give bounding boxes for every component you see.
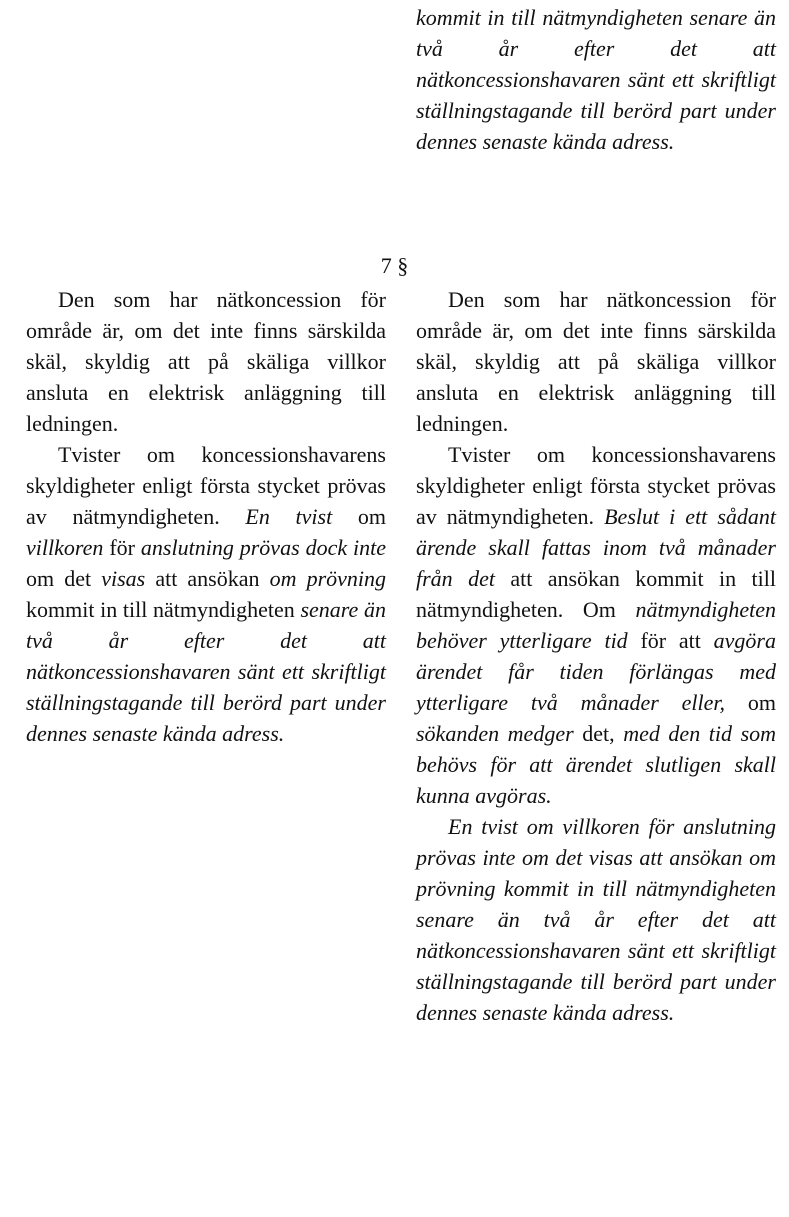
right-paragraph-2: Tvister om koncessionshavarens skyldigheter enligt första stycket prövas av nätmyndigheten. Beslut i ett sådant ärende skall fattas inom två månader från det att ansökan kommit in till nätmyndigheten. Om nätmyndigheten behöver ytterligare tid för att avgöra ärendet får tiden förlängas med ytterligare två månader eller, om sökanden medger det, med den tid som behövs för att ärendet slutligen skall kunna avgöras. — [416, 442, 777, 808]
continued-paragraph — [416, 2, 776, 157]
left-paragraph-2: Tvister om koncessionshavarens skyldigheter enligt första stycket prövas av nätmyndigheten. En tvist om villkoren för anslutning prövas dock inte om det visas att ansökan om prövning kommit in till nätmyndigheten senare än två år efter det att nätkoncessionshavaren sänt ett skriftligt ställningstagande till berörd part under dennes senaste kända adress. — [26, 442, 387, 746]
continued-text: kommit in till nätmyndigheten senare än två år efter det att nätkoncessionshavaren sänt ett skriftligt ställningstagande till berörd part under dennes senaste kända adress. — [416, 5, 776, 154]
right-column-proposed-text — [416, 284, 776, 1028]
right-paragraph-3: En tvist om villkoren för anslutning prövas inte om det visas att ansökan om prövning kommit in till nätmyndigheten senare än två år efter det att nätkoncessionshavaren sänt ett skriftligt ställningstagande till berörd part under dennes senaste kända adress. — [416, 814, 776, 1025]
left-column-current-text — [26, 284, 386, 749]
right-paragraph-1: Den som har nätkoncession för område är, om det inte finns särskilda skäl, skyldig att på skäliga villkor ansluta en elektrisk anläggning till ledningen. — [416, 287, 776, 436]
left-paragraph-1: Den som har nätkoncession för område är, om det inte finns särskilda skäl, skyldig att på skäliga villkor ansluta en elektrisk anläggning till ledningen. — [26, 287, 386, 436]
right-column-continuation — [416, 2, 776, 157]
section-heading: 7 § — [380, 253, 409, 278]
